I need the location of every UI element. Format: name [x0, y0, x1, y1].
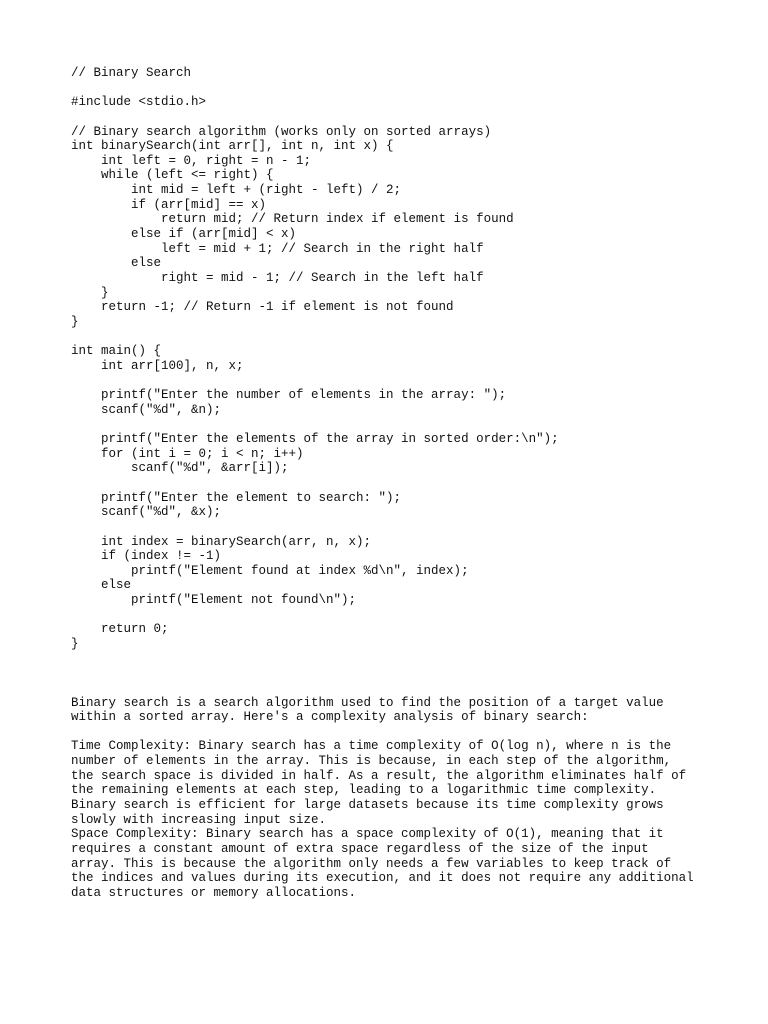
code-line: left = mid + 1; // Search in the right half	[71, 241, 484, 256]
code-line	[71, 330, 768, 345]
text-line	[71, 725, 768, 740]
code-line: return 0;	[71, 622, 169, 637]
code-line	[71, 520, 768, 535]
text-line: Binary search is efficient for large datasets because its time complexity grows	[71, 798, 664, 813]
code-line: int main() {	[71, 344, 162, 359]
code-line: int arr[100], n, x;	[71, 358, 244, 373]
text-line: Space Complexity: Binary search has a space complexity of O(1), meaning that it	[71, 827, 664, 842]
code-line	[71, 476, 768, 491]
code-line: for (int i = 0; i < n; i++)	[71, 446, 304, 461]
blank-spacer	[71, 681, 768, 696]
text-line: requires a constant amount of extra space regardless of the size of the input	[71, 841, 649, 856]
text-line: array. This is because the algorithm only needs a few variables to keep track of	[71, 856, 672, 871]
code-line: scanf("%d", &x);	[71, 505, 222, 520]
code-line	[71, 417, 768, 432]
code-line: }	[71, 314, 79, 329]
code-block	[71, 95, 768, 651]
code-line: else if (arr[mid] < x)	[71, 227, 297, 242]
blank-spacer	[71, 652, 768, 667]
code-line: return mid; // Return index if element is found	[71, 212, 514, 227]
code-line: right = mid - 1; // Search in the left half	[71, 270, 484, 285]
text-line: the remaining elements at each step, leading to a logarithmic time complexity.	[71, 783, 657, 798]
code-line: }	[71, 636, 79, 651]
text-line: the search space is divided in half. As a result, the algorithm eliminates half of	[71, 768, 687, 783]
text-line: number of elements in the array. This is because, in each step of the algorithm,	[71, 754, 672, 769]
code-line: int left = 0, right = n - 1;	[71, 153, 312, 168]
text-line: data structures or memory allocations.	[71, 885, 357, 900]
code-line: printf("Enter the number of elements in the array: ");	[71, 388, 507, 403]
code-line: if (index != -1)	[71, 549, 222, 564]
explanation-block	[71, 696, 768, 901]
text-line: slowly with increasing input size.	[71, 812, 327, 827]
code-line: int index = binarySearch(arr, n, x);	[71, 534, 372, 549]
code-line	[71, 608, 768, 623]
code-line: scanf("%d", &n);	[71, 402, 222, 417]
code-line	[71, 373, 768, 388]
code-line: printf("Element not found\n");	[71, 593, 357, 608]
code-line: int binarySearch(int arr[], int n, int x) {	[71, 139, 394, 154]
code-line	[71, 110, 768, 125]
code-line: else	[71, 578, 132, 593]
code-line: printf("Element found at index %d\n", index);	[71, 563, 469, 578]
code-line: int mid = left + (right - left) / 2;	[71, 183, 402, 198]
text-line: Time Complexity: Binary search has a time complexity of O(log n), where n is the	[71, 739, 672, 754]
code-line: if (arr[mid] == x)	[71, 197, 267, 212]
text-line: within a sorted array. Here's a complexity analysis of binary search:	[71, 710, 589, 725]
code-line: else	[71, 256, 162, 271]
document-title: // Binary Search	[71, 66, 192, 80]
code-line: scanf("%d", &arr[i]);	[71, 461, 289, 476]
text-line: the indices and values during its execution, and it does not require any additional	[71, 871, 694, 886]
code-line: printf("Enter the elements of the array in sorted order:\n");	[71, 432, 559, 447]
blank-spacer	[71, 81, 768, 96]
code-line: return -1; // Return -1 if element is not found	[71, 300, 454, 315]
code-line: while (left <= right) {	[71, 168, 274, 183]
code-line: printf("Enter the element to search: ");	[71, 490, 402, 505]
blank-spacer	[71, 666, 768, 681]
text-line: Binary search is a search algorithm used to find the position of a target value	[71, 695, 664, 710]
code-line: // Binary search algorithm (works only on sorted arrays)	[71, 124, 492, 139]
code-line: }	[71, 285, 109, 300]
code-line: #include <stdio.h>	[71, 95, 207, 110]
